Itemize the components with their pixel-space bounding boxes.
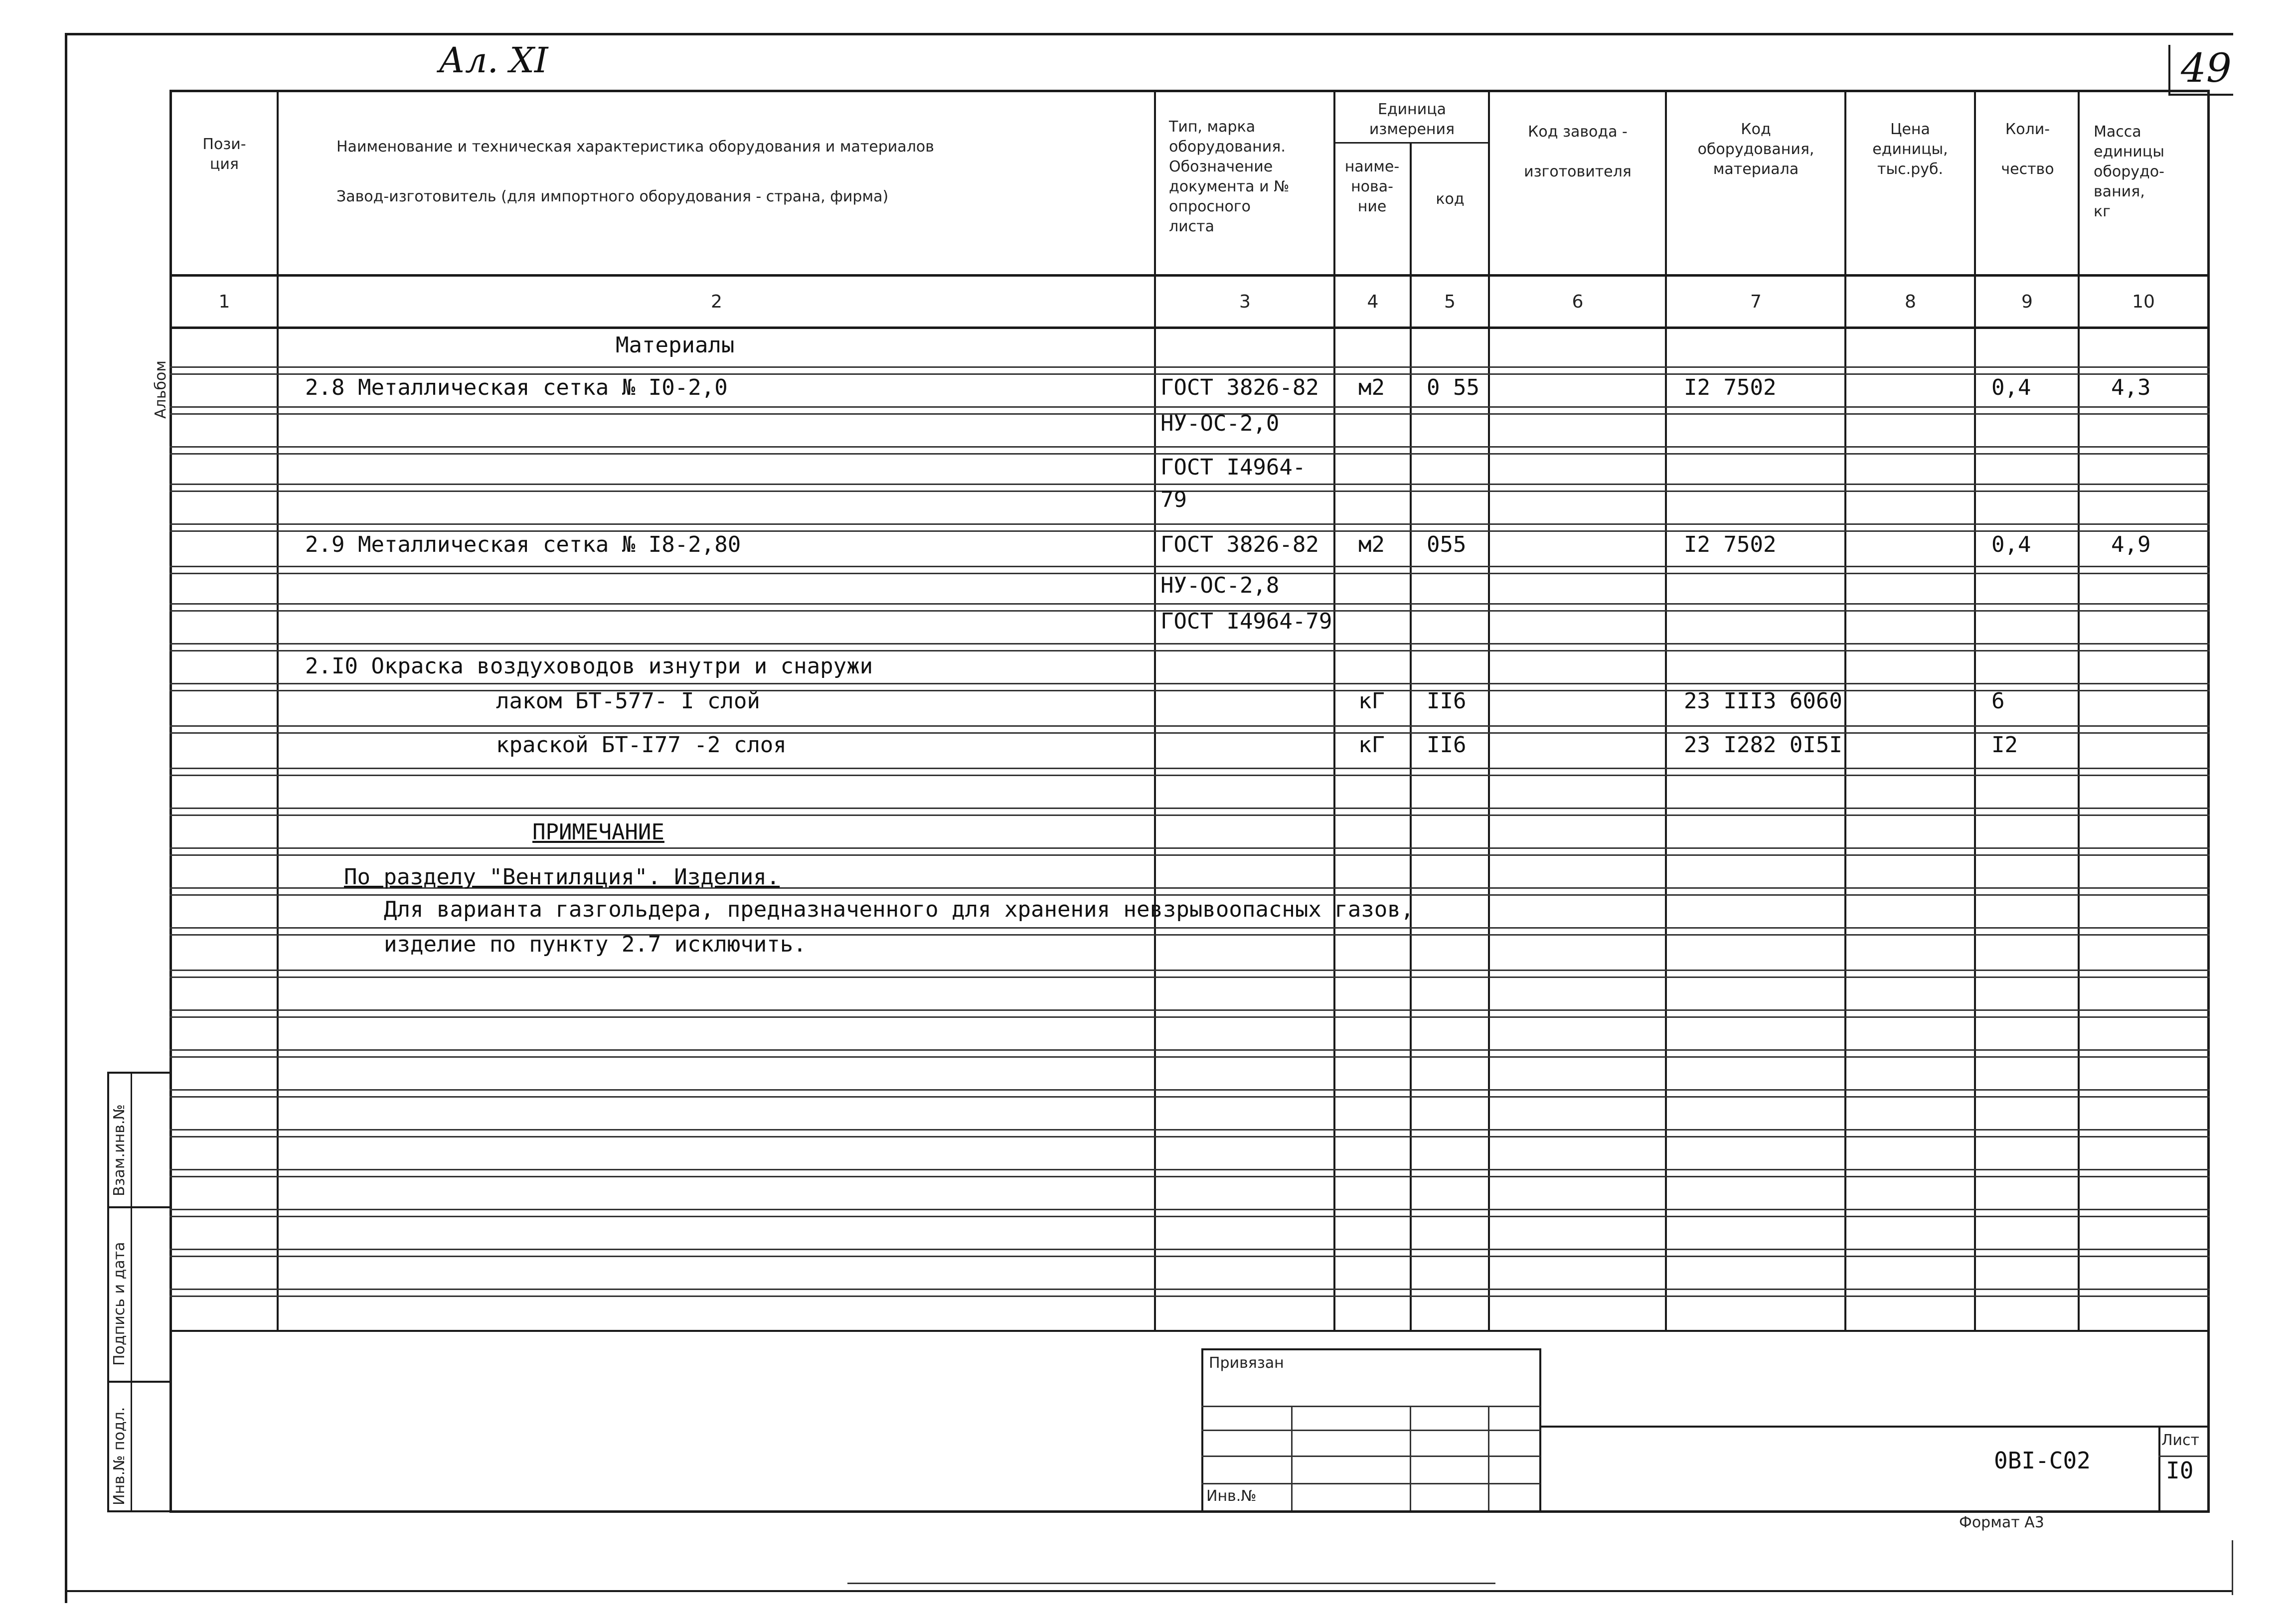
item-2-9-unit: м2 bbox=[1358, 532, 1385, 557]
privyazan-row2 bbox=[1201, 1430, 1540, 1431]
note-line-3: изделие по пункту 2.7 исключить. bbox=[384, 932, 807, 957]
table-row-rule bbox=[169, 854, 2210, 856]
inner-frame-bottom bbox=[169, 1510, 2210, 1513]
item-2-10b-unit: кГ bbox=[1358, 732, 1385, 758]
table-row-rule bbox=[169, 732, 2210, 734]
item-2-10b-name: краской БТ-I77 -2 слоя bbox=[496, 732, 787, 758]
table-row-rule bbox=[169, 1009, 2210, 1011]
privyazan-col3 bbox=[1488, 1406, 1489, 1510]
left-stamp-div2 bbox=[107, 1381, 169, 1383]
page-number-box-bottom bbox=[2168, 94, 2233, 96]
privyazan-row4 bbox=[1201, 1483, 1540, 1484]
item-2-8-quantity: 0,4 bbox=[1991, 375, 2031, 400]
table-row-rule bbox=[169, 976, 2210, 978]
col-number-5: 5 bbox=[1444, 292, 1456, 312]
left-stamp-bottom bbox=[107, 1510, 169, 1512]
frame-bottom bbox=[65, 1590, 2233, 1592]
header-material-code: Код оборудования, материала bbox=[1697, 121, 1814, 178]
table-row-rule bbox=[169, 1209, 2210, 1210]
col-number-7: 7 bbox=[1750, 292, 1762, 312]
item-2-10-name: 2.I0 Окраска воздуховодов изнутри и снаружи bbox=[305, 653, 873, 679]
table-row-rule bbox=[169, 1129, 2210, 1131]
section-title: Материалы bbox=[616, 332, 735, 358]
col-line-4 bbox=[1410, 142, 1412, 1331]
left-stamp-signature-date: Подпись и дата bbox=[111, 1242, 128, 1366]
table-top bbox=[169, 90, 2210, 92]
col-number-4: 4 bbox=[1367, 292, 1379, 312]
privyazan-row3 bbox=[1201, 1456, 1540, 1457]
table-row-rule bbox=[169, 1049, 2210, 1051]
header-mass: Масса единицы оборудо- вания, кг bbox=[2094, 123, 2164, 220]
table-row-rule bbox=[169, 970, 2210, 971]
table-row-rule bbox=[169, 1089, 2210, 1091]
item-2-10a-code: II6 bbox=[1427, 688, 1467, 714]
table-row-rule bbox=[169, 603, 2210, 605]
header-name-line2: Завод-изготовитель (для импортного оборудования - страна, фирма) bbox=[336, 188, 889, 205]
table-row-rule bbox=[169, 1056, 2210, 1058]
privyazan-label: Привязан bbox=[1209, 1354, 1284, 1372]
privyazan-row1 bbox=[1201, 1406, 1540, 1407]
inventory-label: Инв.№ bbox=[1206, 1487, 1257, 1505]
table-row-rule bbox=[169, 814, 2210, 816]
table-row-rule bbox=[169, 725, 2210, 727]
note-line-2: Для варианта газгольдера, предназначенного для хранения невзрывоопасных газов, bbox=[384, 897, 1414, 922]
item-2-10b-code: II6 bbox=[1427, 732, 1467, 758]
side-label-album: Альбом bbox=[152, 360, 169, 419]
privyazan-col2 bbox=[1410, 1406, 1411, 1510]
album-mark: Ал. XI bbox=[439, 40, 548, 81]
note-title: ПРИМЕЧАНИЕ bbox=[532, 819, 664, 845]
item-2-8-unit: м2 bbox=[1358, 375, 1385, 400]
table-row-rule bbox=[169, 446, 2210, 448]
item-2-8-doc-3: ГОСТ I4964- bbox=[1160, 455, 1306, 480]
number-row-bottom-line bbox=[169, 326, 2210, 329]
header-unit-name: наиме- нова- ние bbox=[1344, 158, 1400, 215]
table-row-rule bbox=[169, 927, 2210, 929]
header-position: Пози- ция bbox=[202, 136, 246, 173]
table-row-rule bbox=[169, 1176, 2210, 1177]
frame-left bbox=[65, 33, 67, 1603]
page-number-box-left bbox=[2168, 45, 2170, 95]
item-2-8-mass: 4,3 bbox=[2111, 375, 2151, 400]
header-unit-code: код bbox=[1436, 190, 1465, 208]
table-row-rule bbox=[169, 808, 2210, 809]
item-2-8-doc: ГОСТ 3826-82 bbox=[1160, 375, 1319, 400]
header-name-line1: Наименование и техническая характеристика оборудования и материалов bbox=[336, 138, 934, 156]
item-2-8-doc-4: 79 bbox=[1160, 487, 1187, 512]
item-2-9-material-code: I2 7502 bbox=[1684, 532, 1777, 557]
table-row-rule bbox=[169, 1216, 2210, 1217]
table-row-rule bbox=[169, 775, 2210, 776]
col-number-6: 6 bbox=[1572, 292, 1584, 312]
privyazan-box-top bbox=[1201, 1348, 1540, 1350]
table-row-rule bbox=[169, 484, 2210, 485]
frame-top bbox=[65, 33, 2233, 35]
left-stamp-mid bbox=[131, 1072, 132, 1510]
item-2-9-code: 055 bbox=[1427, 532, 1467, 557]
crop-mark-bottom-left bbox=[847, 1583, 1495, 1584]
item-2-10b-material-code: 23 I282 0I5I bbox=[1684, 732, 1842, 758]
format-label: Формат А3 bbox=[1959, 1514, 2044, 1531]
left-stamp-replacement: Взам.инв.№ bbox=[111, 1104, 128, 1196]
left-stamp-div1 bbox=[107, 1206, 169, 1208]
table-row-rule bbox=[169, 650, 2210, 651]
inner-frame-right bbox=[2207, 90, 2210, 1510]
item-2-10a-quantity: 6 bbox=[1991, 688, 2005, 714]
table-row-rule bbox=[169, 643, 2210, 645]
col-number-9: 9 bbox=[2021, 292, 2033, 312]
title-block-top bbox=[1540, 1426, 2208, 1428]
sheet-number: I0 bbox=[2166, 1457, 2194, 1484]
col-number-3: 3 bbox=[1239, 292, 1251, 312]
col-number-8: 8 bbox=[1905, 292, 1916, 312]
table-row-rule bbox=[169, 1096, 2210, 1098]
header-unit-group: Единица измерения bbox=[1369, 101, 1455, 138]
table-row-rule bbox=[169, 1169, 2210, 1170]
table-row-rule bbox=[169, 566, 2210, 567]
sheet-box-left bbox=[2158, 1426, 2160, 1510]
item-2-10a-unit: кГ bbox=[1358, 688, 1385, 714]
page-number: 49 bbox=[2181, 45, 2232, 91]
col-number-10: 10 bbox=[2132, 292, 2155, 312]
table-row-rule bbox=[169, 683, 2210, 684]
header-factory-code: Код завода - изготовителя bbox=[1524, 123, 1632, 180]
table-row-rule bbox=[169, 366, 2210, 368]
note-line-1: По разделу "Вентиляция". Изделия. bbox=[344, 864, 780, 890]
table-row-rule bbox=[169, 1136, 2210, 1137]
header-bottom-line bbox=[169, 274, 2210, 277]
unit-subheader-line bbox=[1333, 142, 1490, 144]
item-2-9-doc-2: НУ-ОС-2,8 bbox=[1160, 573, 1280, 598]
sheet-label: Лист bbox=[2161, 1432, 2200, 1449]
item-2-9-quantity: 0,4 bbox=[1991, 532, 2031, 557]
left-stamp-inventory: Инв.№ подл. bbox=[111, 1407, 128, 1505]
document-code: 0BI-C02 bbox=[1994, 1447, 2091, 1474]
item-2-9-mass: 4,9 bbox=[2111, 532, 2151, 557]
item-2-8-doc-2: НУ-ОС-2,0 bbox=[1160, 411, 1280, 436]
table-row-rule bbox=[169, 1289, 2210, 1290]
header-quantity: Коли- чество bbox=[2001, 121, 2054, 178]
col-number-1: 1 bbox=[218, 292, 230, 312]
left-stamp-outer bbox=[107, 1072, 109, 1510]
privyazan-col1 bbox=[1291, 1406, 1293, 1510]
crop-mark-right bbox=[2232, 1540, 2233, 1595]
table-row-rule bbox=[169, 523, 2210, 525]
item-2-8-name: 2.8 Металлическая сетка № I0-2,0 bbox=[305, 375, 728, 400]
item-2-8-material-code: I2 7502 bbox=[1684, 375, 1777, 400]
table-row-rule bbox=[169, 1295, 2210, 1297]
item-2-10a-material-code: 23 IIIЗ 6060 bbox=[1684, 688, 1842, 714]
table-row-rule bbox=[169, 847, 2210, 849]
table-row-rule bbox=[169, 490, 2210, 492]
item-2-10b-quantity: I2 bbox=[1991, 732, 2018, 758]
item-2-9-name: 2.9 Металлическая сетка № I8-2,80 bbox=[305, 532, 741, 557]
table-row-rule bbox=[169, 1256, 2210, 1257]
col-number-2: 2 bbox=[711, 292, 722, 312]
item-2-10a-name: лаком БТ-577- I слой bbox=[496, 688, 760, 714]
header-unit-price: Цена единицы, тыс.руб. bbox=[1872, 121, 1948, 178]
table-row-rule bbox=[169, 406, 2210, 408]
table-row-rule bbox=[169, 768, 2210, 769]
header-type-doc: Тип, марка оборудования. Обозначение документа и № опросного листа bbox=[1169, 118, 1290, 235]
table-row-rule bbox=[169, 1016, 2210, 1018]
table-row-rule bbox=[169, 1249, 2210, 1250]
table-row-rule bbox=[169, 894, 2210, 896]
item-2-9-doc-3: ГОСТ I4964-79 bbox=[1160, 609, 1332, 634]
item-2-8-code: 0 55 bbox=[1427, 375, 1479, 400]
left-stamp-top bbox=[107, 1072, 169, 1074]
item-2-9-doc: ГОСТ 3826-82 bbox=[1160, 532, 1319, 557]
table-end-line bbox=[169, 1330, 2210, 1332]
table-row-rule bbox=[169, 690, 2210, 691]
